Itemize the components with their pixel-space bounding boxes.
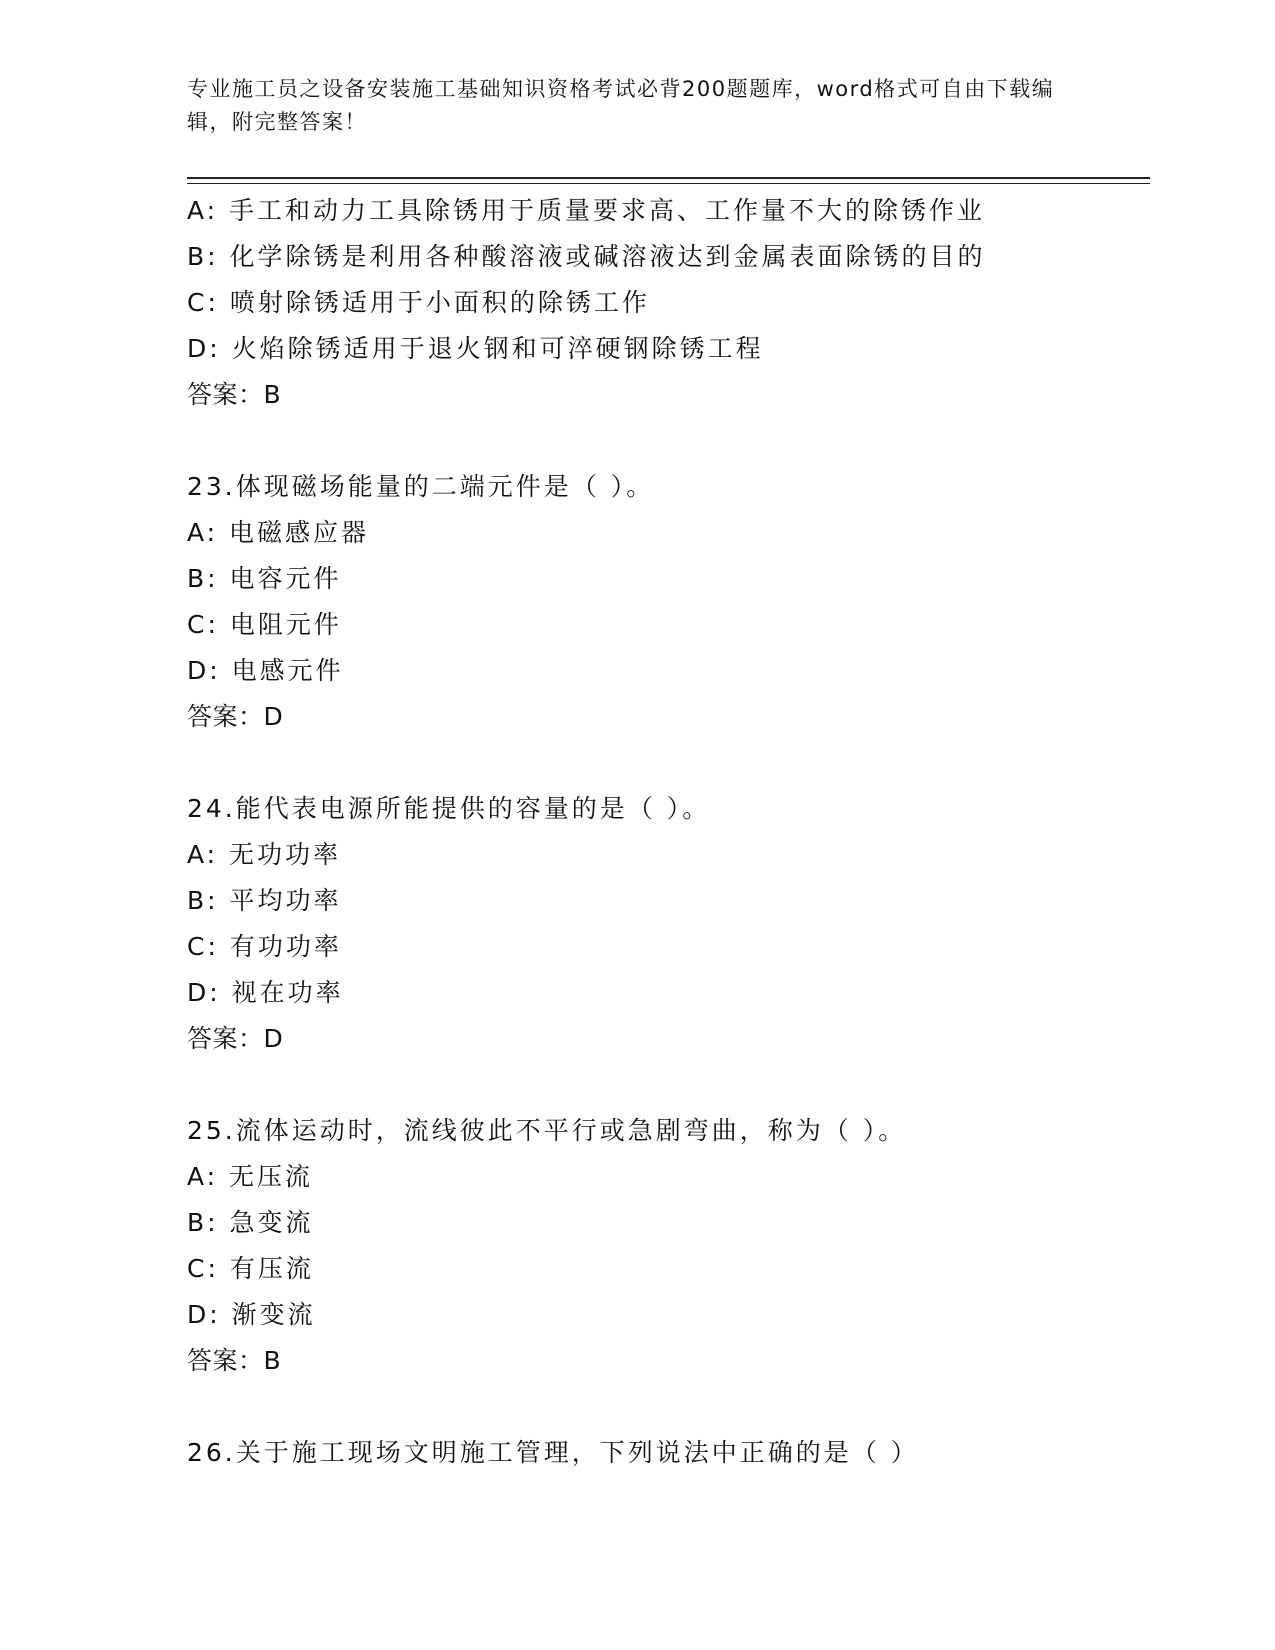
question-text: 23.体现磁场能量的二端元件是（ ）。: [187, 472, 655, 501]
option-a: A: 手工和动力工具除锈用于质量要求高、工作量不大的除锈作业: [187, 196, 986, 225]
option-d: D: 火焰除锈适用于退火钢和可淬硬钢除锈工程: [187, 334, 764, 363]
answer-line: 答案：D: [187, 1024, 284, 1053]
spacer: [187, 740, 1150, 786]
option-b: B: 化学除锈是利用各种酸溶液或碱溶液达到金属表面除锈的目的: [187, 242, 986, 271]
option-a: A: 无压流: [187, 1162, 314, 1191]
option-c: C: 喷射除锈适用于小面积的除锈工作: [187, 288, 650, 317]
header-rule-thin: [187, 183, 1150, 184]
spacer: [187, 1062, 1150, 1108]
option-c: C: 有压流: [187, 1254, 314, 1283]
header-rule-thick: [187, 177, 1150, 179]
option-c: C: 电阻元件: [187, 610, 342, 639]
question-26: [187, 1430, 1150, 1476]
document-header: 专业施工员之设备安装施工基础知识资格考试必背200题题库，word格式可自由下载编辑，附完整答案！: [187, 77, 1055, 134]
question-24: [187, 786, 1150, 1062]
option-c: C: 有功功率: [187, 932, 342, 961]
spacer: [187, 418, 1150, 464]
option-a: A: 无功功率: [187, 840, 342, 869]
answer-line: 答案：D: [187, 702, 284, 731]
question-text: 24.能代表电源所能提供的容量的是（ ）。: [187, 794, 711, 823]
option-b: B: 平均功率: [187, 886, 342, 915]
spacer: [187, 1384, 1150, 1430]
answer-line: 答案：B: [187, 380, 282, 409]
option-d: D: 电感元件: [187, 656, 344, 685]
question-25: [187, 1108, 1150, 1384]
option-b: B: 急变流: [187, 1208, 314, 1237]
option-d: D: 视在功率: [187, 978, 344, 1007]
answer-line: 答案：B: [187, 1346, 282, 1375]
option-a: A: 电磁感应器: [187, 518, 370, 547]
question-22-continued: [187, 188, 1150, 418]
question-text: 26.关于施工现场文明施工管理，下列说法中正确的是（ ）: [187, 1438, 919, 1467]
option-d: D: 渐变流: [187, 1300, 316, 1329]
question-23: [187, 464, 1150, 740]
question-list: [187, 188, 1150, 1476]
question-text: 25.流体运动时，流线彼此不平行或急剧弯曲，称为（ ）。: [187, 1116, 907, 1145]
option-b: B: 电容元件: [187, 564, 342, 593]
